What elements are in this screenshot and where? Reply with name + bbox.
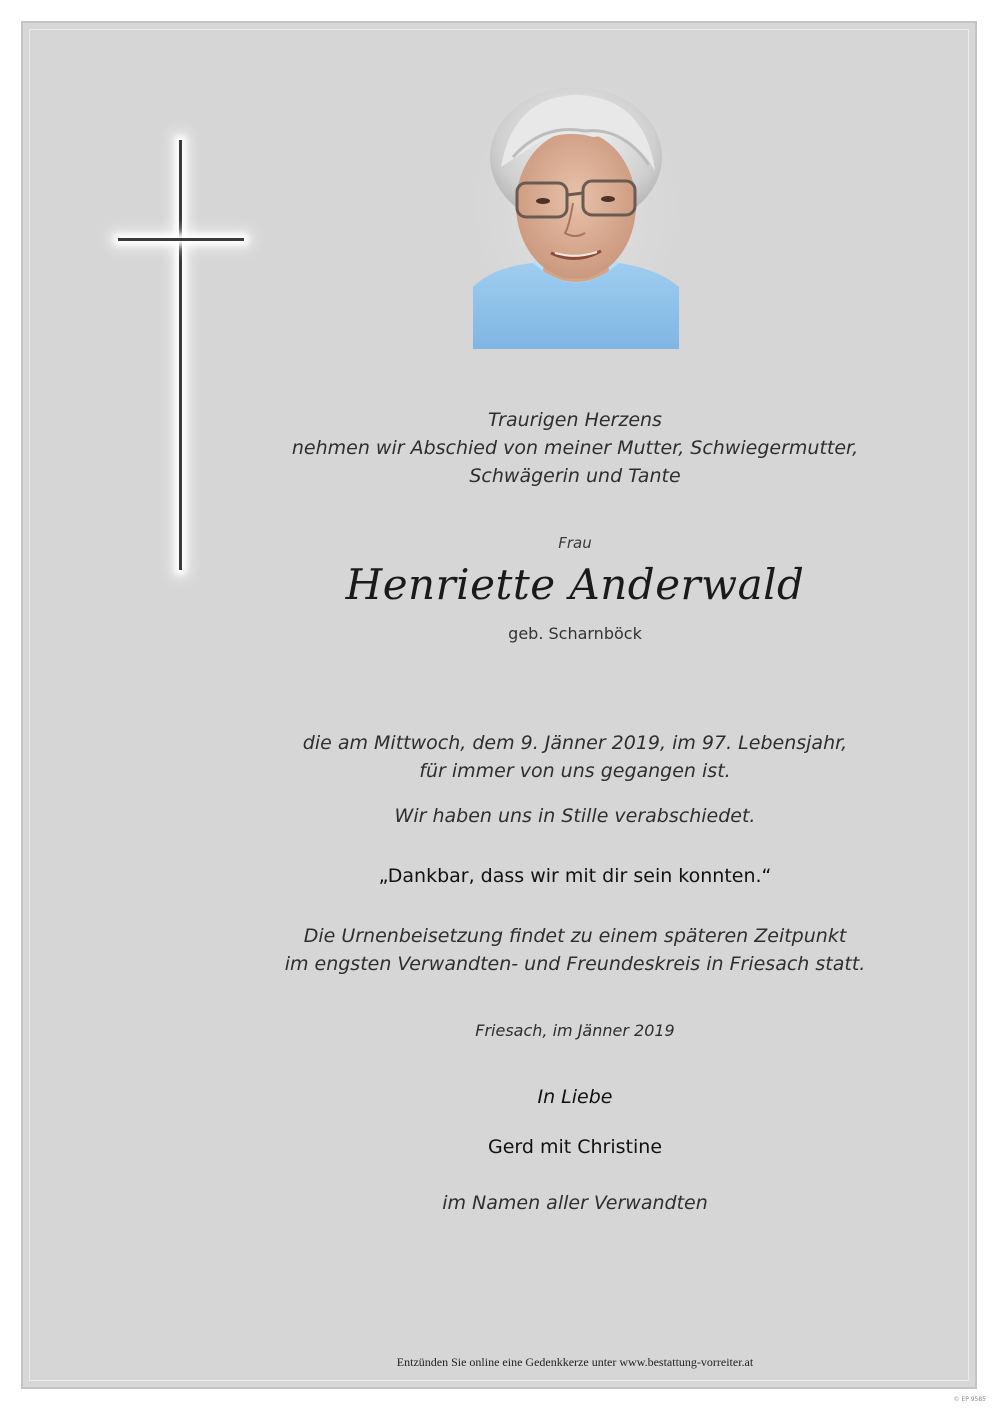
- relatives-note: im Namen aller Verwandten: [442, 1192, 708, 1214]
- honorific: Frau: [558, 534, 592, 552]
- cross-icon: [104, 130, 260, 590]
- closing-love: In Liebe: [537, 1086, 613, 1108]
- quote-text: „Dankbar, dass wir mit dir sein konnten.“: [378, 865, 772, 887]
- intro-line-1: Traurigen Herzens: [488, 409, 662, 431]
- death-notice: [250, 729, 900, 785]
- portrait-photo: [473, 87, 679, 349]
- birth-name: geb. Scharnböck: [508, 624, 642, 643]
- death-notice-line-2: für immer von uns gegangen ist.: [419, 760, 731, 782]
- intro-text: [250, 406, 900, 490]
- deceased-name: Henriette Anderwald: [345, 560, 805, 609]
- signers: Gerd mit Christine: [487, 1136, 663, 1158]
- place-date: Friesach, im Jänner 2019: [475, 1021, 675, 1040]
- copyright-mark: © EP 9585: [953, 1396, 986, 1403]
- urn-line-1: Die Urnenbeisetzung findet zu einem späteren Zeitpunkt: [303, 925, 847, 947]
- urn-burial-notice: [250, 922, 900, 978]
- death-notice-line-1: die am Mittwoch, dem 9. Jänner 2019, im 97. Lebensjahr,: [302, 732, 848, 754]
- cross-horizontal-bar: [118, 238, 244, 241]
- cross-vertical-bar: [179, 140, 182, 570]
- intro-line-3: Schwägerin und Tante: [469, 465, 681, 487]
- farewell-text: Wir haben uns in Stille verabschiedet.: [394, 805, 756, 827]
- footer-memorial-link[interactable]: Entzünden Sie online eine Gedenkkerze unter www.bestattung-vorreiter.at: [396, 1355, 754, 1369]
- urn-line-2: im engsten Verwandten- und Freundeskreis in Friesach statt.: [284, 953, 866, 975]
- intro-line-2: nehmen wir Abschied von meiner Mutter, Schwiegermutter,: [291, 437, 859, 459]
